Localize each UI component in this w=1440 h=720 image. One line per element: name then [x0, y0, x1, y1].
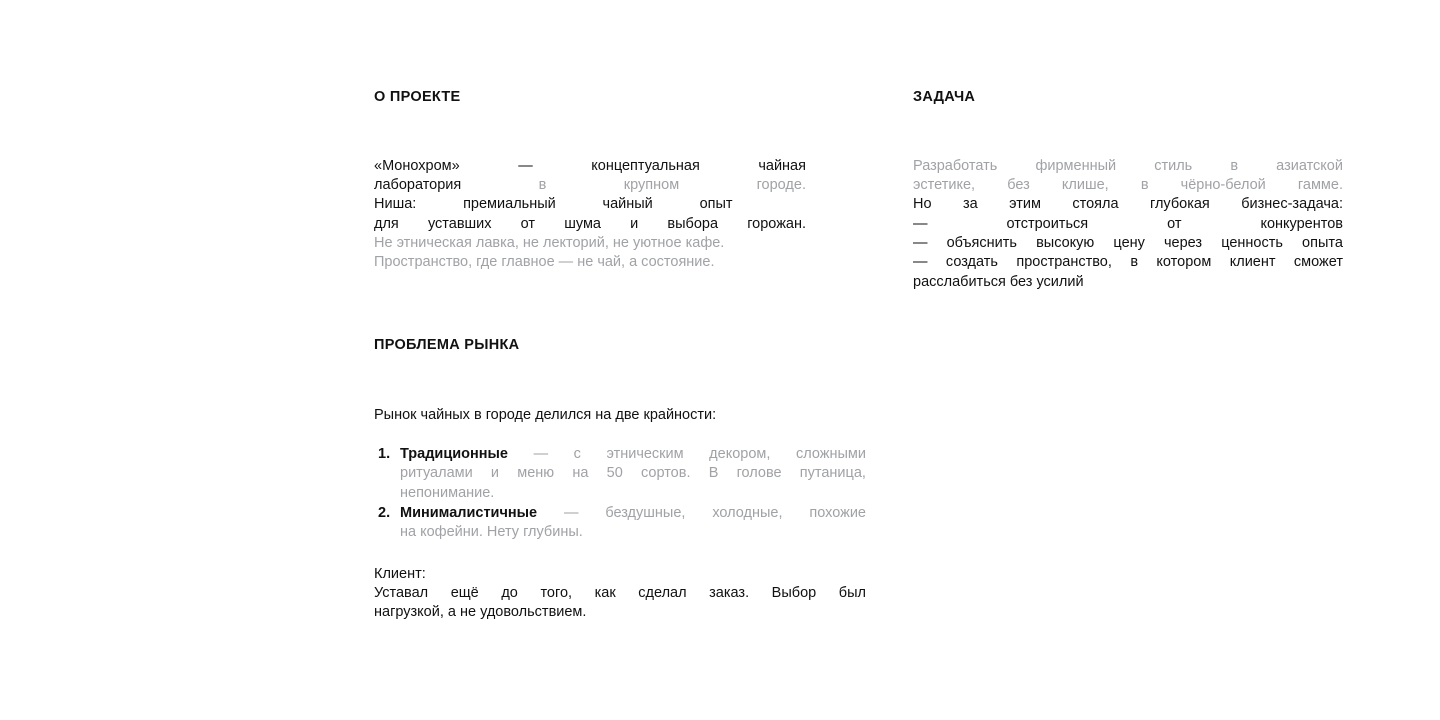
- word: Минималистичные: [400, 505, 538, 522]
- word: меню: [517, 465, 555, 482]
- word: ещё: [450, 584, 479, 601]
- list-marker: 2.: [378, 505, 391, 522]
- word: горожан.: [747, 215, 806, 232]
- section-market-problem: [374, 336, 866, 623]
- text-line: [400, 523, 866, 542]
- word: в: [1230, 157, 1239, 174]
- word: нагрузкой, а не удовольствием.: [374, 604, 587, 621]
- word: шума: [564, 215, 601, 232]
- text-line: [400, 504, 866, 523]
- word: без: [1007, 177, 1030, 194]
- client-description: [374, 584, 866, 623]
- word: сможет: [1293, 254, 1343, 271]
- word: —: [533, 446, 549, 463]
- text-line: [400, 464, 866, 483]
- word: чайный: [602, 196, 653, 213]
- word: и: [490, 465, 500, 482]
- word: цену: [1113, 235, 1145, 252]
- word: Разработать: [913, 157, 998, 174]
- text-line: [374, 176, 806, 195]
- word: для: [374, 215, 399, 232]
- text-line: [913, 215, 1343, 234]
- word: расслабиться без усилий: [913, 273, 1084, 290]
- word: того,: [540, 584, 573, 601]
- word: от: [1167, 215, 1182, 232]
- word: глубокая: [1149, 196, 1210, 213]
- text-line: [374, 234, 806, 253]
- section-about-project: [374, 88, 806, 273]
- word: —: [518, 157, 533, 174]
- market-lead-text: Рынок чайных в городе делился на две крайности:: [374, 406, 717, 423]
- word: котором: [1156, 254, 1212, 271]
- text-line: [400, 445, 866, 464]
- word: опыта: [1302, 235, 1343, 252]
- word: похожие: [809, 505, 866, 522]
- word: —: [913, 254, 928, 271]
- list-item: [374, 504, 866, 543]
- about-heading: О ПРОЕКТЕ: [374, 89, 461, 105]
- word: клиент: [1229, 254, 1276, 271]
- word: —: [563, 505, 579, 522]
- word: уставших: [427, 215, 492, 232]
- text-line: [913, 176, 1343, 195]
- text-line: [374, 603, 866, 622]
- text-line: [374, 253, 806, 272]
- word: чайная: [758, 157, 806, 174]
- word: этим: [1009, 196, 1041, 213]
- word: Не этническая лавка, не лекторий, не уютное кафе.: [374, 235, 725, 252]
- word: конкурентов: [1260, 215, 1343, 232]
- word: городе.: [756, 177, 806, 194]
- text-line: [913, 157, 1343, 176]
- list-item-body: [400, 445, 866, 503]
- word: с: [573, 446, 581, 463]
- word: сложными: [795, 446, 866, 463]
- word: и: [630, 215, 639, 232]
- word: заказ.: [709, 584, 750, 601]
- word: в: [1140, 177, 1149, 194]
- text-line: [913, 195, 1343, 214]
- word: через: [1164, 235, 1203, 252]
- section-task: [913, 88, 1343, 292]
- word: ритуалами: [400, 465, 473, 482]
- word: премиальный: [463, 196, 556, 213]
- word: ценность: [1221, 235, 1283, 252]
- word: Ниша:: [374, 196, 417, 213]
- word: стиль: [1154, 157, 1193, 174]
- word: Выбор: [771, 584, 817, 601]
- word: бизнес-задача:: [1241, 196, 1343, 213]
- word: от: [520, 215, 536, 232]
- client-block: [374, 565, 866, 623]
- word: выбора: [667, 215, 719, 232]
- word: до: [501, 584, 518, 601]
- word: —: [913, 215, 928, 232]
- word: в: [1130, 254, 1139, 271]
- word: путаница,: [799, 465, 866, 482]
- word: голове: [736, 465, 782, 482]
- word: азиатской: [1276, 157, 1343, 174]
- word: на кофейни. Нету глубины.: [400, 524, 583, 541]
- word: высокую: [1036, 235, 1095, 252]
- word: эстетике,: [913, 177, 976, 194]
- text-line: [374, 584, 866, 603]
- word: Но: [913, 196, 932, 213]
- text-line: [374, 195, 733, 214]
- word: чёрно-белой: [1180, 177, 1266, 194]
- word: Пространство, где главное — не чай, а состояние.: [374, 254, 715, 271]
- word: Уставал: [374, 584, 429, 601]
- about-body: [374, 157, 806, 273]
- word: холодные,: [712, 505, 783, 522]
- list-item-body: [400, 504, 866, 543]
- word: В: [708, 465, 719, 482]
- market-heading: ПРОБЛЕМА РЫНКА: [374, 337, 520, 353]
- word: объяснить: [946, 235, 1017, 252]
- word: был: [838, 584, 866, 601]
- word: Традиционные: [400, 446, 508, 463]
- task-body: [913, 157, 1343, 292]
- word: стояла: [1072, 196, 1119, 213]
- word: 50: [606, 465, 623, 482]
- word: создать: [945, 254, 998, 271]
- word: —: [913, 235, 928, 252]
- word: за: [962, 196, 978, 213]
- text-line: [374, 215, 806, 234]
- word: крупном: [623, 177, 680, 194]
- word: опыт: [699, 196, 733, 213]
- text-line: [913, 234, 1343, 253]
- task-heading: ЗАДАЧА: [913, 89, 976, 105]
- word: непонимание.: [400, 484, 495, 501]
- word: декором,: [709, 446, 771, 463]
- word: бездушные,: [605, 505, 686, 522]
- word: как: [594, 584, 616, 601]
- word: сделал: [638, 584, 687, 601]
- text-line: [913, 253, 1343, 272]
- word: гамме.: [1297, 177, 1343, 194]
- word: отстроиться: [1006, 215, 1089, 232]
- market-extremes-list: [374, 445, 866, 542]
- word: этническим: [606, 446, 684, 463]
- word: на: [572, 465, 589, 482]
- word: лаборатория: [374, 177, 462, 194]
- word: сортов.: [640, 465, 691, 482]
- client-label: Клиент:: [374, 565, 426, 582]
- word: «Монохром»: [374, 157, 460, 174]
- word: в: [538, 177, 547, 194]
- text-line: [400, 484, 866, 503]
- text-line: [913, 273, 1343, 292]
- word: фирменный: [1035, 157, 1117, 174]
- text-line: [374, 157, 806, 176]
- word: клише,: [1061, 177, 1109, 194]
- list-marker: 1.: [378, 446, 391, 463]
- word: пространство,: [1016, 254, 1112, 271]
- word: концептуальная: [591, 157, 700, 174]
- list-item: [374, 445, 866, 503]
